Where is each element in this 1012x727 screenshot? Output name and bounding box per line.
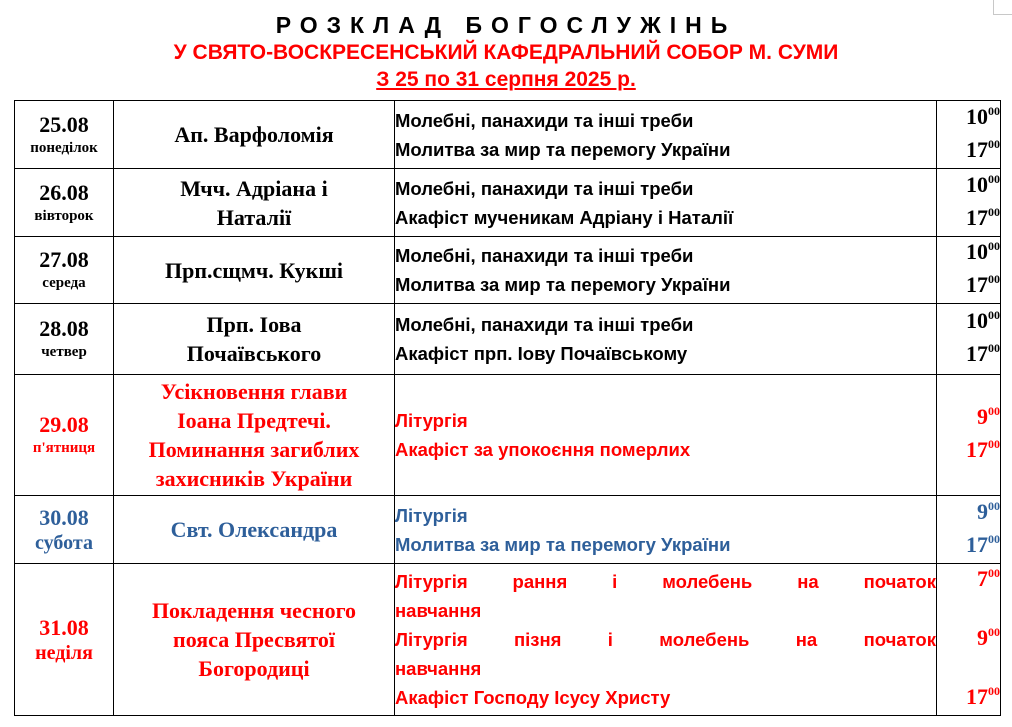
service-time: $10^{00}$ <box>966 171 1000 197</box>
service: навчання <box>395 600 482 621</box>
service-time: $9^{00}$ <box>977 625 1000 650</box>
service: Молебні, панахиди та інші треби <box>395 245 694 266</box>
feast-name: Прп.сщмч. Кукші <box>164 257 344 283</box>
times-cell <box>937 496 1001 564</box>
feast-name: захисників України <box>155 466 353 491</box>
times-cell <box>937 101 1001 169</box>
date-cell <box>15 169 114 237</box>
feast-name: Свт. Олександра <box>170 517 338 542</box>
service: Молебні, панахиди та інші треби <box>395 109 694 131</box>
weekday: середа <box>42 275 86 291</box>
service: Молитва за мир та перемогу України <box>395 533 731 555</box>
feast-cell <box>114 304 395 375</box>
service-time: $10^{00}$ <box>966 239 1000 264</box>
date: 29.08 <box>39 412 89 437</box>
feast-name: Ап. Варфоломія <box>174 122 334 147</box>
feast-name: пояса Пресвятої <box>173 627 335 652</box>
schedule-table <box>14 100 1001 716</box>
date-cell <box>15 304 114 375</box>
date-cell <box>15 375 114 496</box>
service-time: $17^{00}$ <box>966 684 1000 709</box>
services-cell <box>395 169 937 237</box>
date-cell <box>15 101 114 169</box>
feast-cell <box>114 564 395 716</box>
times-cell <box>937 304 1001 375</box>
service: Молитва за мир та перемогу України <box>395 138 731 160</box>
services-cell <box>395 496 937 564</box>
service-time: $17^{00}$ <box>966 341 1000 366</box>
service-time: $17^{00}$ <box>966 136 1000 162</box>
service-time: $10^{00}$ <box>966 308 1000 333</box>
service-time: $17^{00}$ <box>966 531 1000 557</box>
date: 28.08 <box>39 316 89 341</box>
date: 26.08 <box>39 179 89 205</box>
table-row <box>15 375 1001 496</box>
date: 25.08 <box>39 111 89 137</box>
feast-name: Усікновення глави <box>160 379 348 404</box>
services-cell <box>395 375 937 496</box>
service: Акафіст прп. Іову Почаївському <box>395 343 688 364</box>
date: 30.08 <box>39 504 89 530</box>
table-row <box>15 304 1001 375</box>
service-time: $17^{00}$ <box>966 204 1000 230</box>
service: Молебні, панахиди та інші треби <box>395 314 694 335</box>
date-cell <box>15 237 114 304</box>
schedule-period: З 25 по 31 серпня 2025 р. <box>376 68 636 91</box>
date-cell <box>15 496 114 564</box>
table-row <box>15 496 1001 564</box>
service: Літургія <box>395 504 468 526</box>
date: 31.08 <box>39 614 89 640</box>
service-time: $7^{00}$ <box>977 566 1000 591</box>
page-title: РОЗКЛАД БОГОСЛУЖІНЬ <box>275 12 737 38</box>
service-time: $17^{00}$ <box>966 437 1000 462</box>
table-row <box>15 101 1001 169</box>
feast-name: Богородиці <box>198 656 310 681</box>
service: Молитва за мир та перемогу України <box>395 274 731 295</box>
feast-name: Покладення чесного <box>151 598 357 623</box>
feast-cell <box>114 237 395 304</box>
services-cell <box>395 564 937 716</box>
feast-cell <box>114 101 395 169</box>
service: Літургія <box>395 410 468 431</box>
service: Акафіст Господу Ісусу Христу <box>395 687 671 708</box>
page-subtitle: У СВЯТО-ВОСКРЕСЕНСЬКИЙ КАФЕДРАЛЬНИЙ СОБОР М. СУМИ <box>173 41 839 64</box>
feast-name: Наталії <box>216 204 292 230</box>
feast-name: Поминання загиблих <box>148 437 360 462</box>
feast-cell <box>114 169 395 237</box>
times-cell <box>937 375 1001 496</box>
service: навчання <box>395 658 482 679</box>
service: Літургія пізня і молебень на початок <box>395 629 936 650</box>
services-cell <box>395 101 937 169</box>
feast-name: Іоана Предтечі. <box>177 408 331 433</box>
times-cell <box>937 237 1001 304</box>
feast-name: Мчч. Адріана і <box>180 175 328 201</box>
table-row <box>15 169 1001 237</box>
service: Літургія рання і молебень на початок <box>395 571 936 592</box>
table-row <box>15 237 1001 304</box>
table-row <box>15 564 1001 716</box>
feast-name: Почаївського <box>186 341 322 366</box>
service-time: $9^{00}$ <box>977 498 1000 524</box>
service: Молебні, панахиди та інші треби <box>395 177 694 199</box>
services-cell <box>395 237 937 304</box>
service-time: $10^{00}$ <box>966 103 1000 129</box>
weekday: неділя <box>35 641 93 664</box>
service-time: $17^{00}$ <box>966 272 1000 297</box>
date-cell <box>15 564 114 716</box>
feast-cell <box>114 496 395 564</box>
feast-cell <box>114 375 395 496</box>
weekday: понеділок <box>30 139 98 156</box>
services-cell <box>395 304 937 375</box>
weekday: субота <box>35 531 93 554</box>
service: Акафіст мученикам Адріану і Наталії <box>395 206 734 228</box>
service: Акафіст за упокоєння померлих <box>395 439 691 460</box>
service-time: $9^{00}$ <box>977 404 1000 429</box>
times-cell <box>937 564 1001 716</box>
date: 27.08 <box>39 247 89 272</box>
feast-name: Прп. Іова <box>206 312 302 337</box>
weekday: вівторок <box>34 207 94 224</box>
weekday: п'ятниця <box>32 440 96 456</box>
weekday: четвер <box>41 344 87 360</box>
times-cell <box>937 169 1001 237</box>
